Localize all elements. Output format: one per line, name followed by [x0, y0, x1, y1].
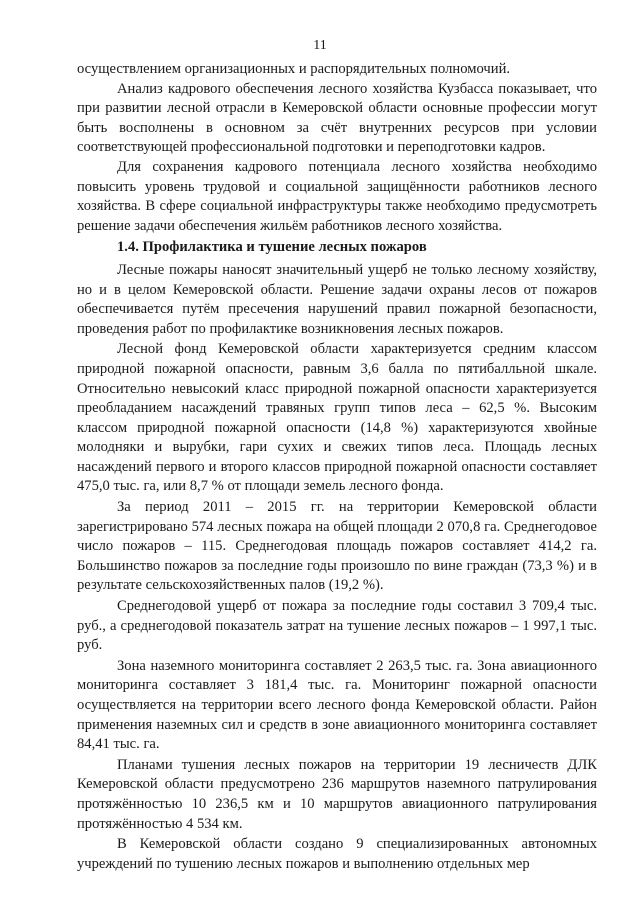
- paragraph-continuation: осуществлением организационных и распорядительных полномочий.: [77, 61, 511, 77]
- page-number: 11: [313, 38, 327, 53]
- paragraph: Для сохранения кадрового потенциала лесного хозяйства необходимо повысить уровень трудовой и социальной защищённости работников лесного хозяйства. В сфере социальной инфраструктуры также необходимо предусмотреть решение задачи обеспечения жильём работников лесного хозяйства.: [77, 158, 597, 234]
- paragraph: Среднегодовой ущерб от пожара за последние годы составил 3 709,4 тыс. руб., а среднегодовой показатель затрат на тушение лесных пожаров – 1 997,1 тыс. руб.: [77, 598, 597, 654]
- paragraph: Лесные пожары наносят значительный ущерб не только лесному хозяйству, но и в целом Кемеровской области. Решение задачи охраны лесов от пожаров обеспечивается путём пресечения нарушений правил пожарной безопасности, проведения работ по профилактике возникновения лесных пожаров.: [77, 261, 597, 337]
- paragraph: Анализ кадрового обеспечения лесного хозяйства Кузбасса показывает, что при развитии лесной отрасли в Кемеровской области основные профессии могут быть восполнены в основном за счёт внутренних ресурсов при условии соответствующей профессиональной подготовки и переподготовки кадров.: [77, 80, 597, 156]
- paragraph: Лесной фонд Кемеровской области характеризуется средним классом природной пожарной опасности, равным 3,6 балла по пятибалльной шкале. Относительно невысокий класс природной пожарной опасности характеризуется преобладанием насаждений травяных групп типов леса – 62,5 %. Высоким классом природной пожарной опасности (14,8 %) характеризуются хвойные молодняки и вырубки, гари сухих и свежих типов леса. Площадь лесных насаждений первого и второго классов природной пожарной опасности составляет 475,0 тыс. га, или 8,7 % от площади земель лесного фонда.: [77, 341, 597, 495]
- paragraph: За период 2011 – 2015 гг. на территории Кемеровской области зарегистрировано 574 лесных пожара на общей площади 2 070,8 га. Среднегодовое число пожаров – 115. Среднегодовая площадь пожаров составляет 414,2 га. Большинство пожаров за последние годы произошло по вине граждан (73,3 %) и в результате сельскохозяйственных палов (19,2 %).: [77, 499, 597, 594]
- paragraph: Планами тушения лесных пожаров на территории 19 лесничеств ДЛК Кемеровской области предусмотрено 236 маршрутов наземного патрулирования протяжённостью 10 236,5 км и 10 маршрутов авиационного патрулирования протяжённостью 4 534 км.: [77, 756, 597, 832]
- section-heading: 1.4. Профилактика и тушение лесных пожаров: [117, 239, 427, 256]
- paragraph: В Кемеровской области создано 9 специализированных автономных учреждений по тушению лесных пожаров и выполнению отдельных мер: [77, 836, 597, 872]
- paragraph: Зона наземного мониторинга составляет 2 263,5 тыс. га. Зона авиационного мониторинга составляет 3 181,4 тыс. га. Мониторинг пожарной опасности осуществляется на территории всего лесного фонда Кемеровской области. Район применения наземных сил и средств в зоне авиационного мониторинга составляет 84,41 тыс. га.: [77, 657, 597, 753]
- page-body: [77, 60, 597, 874]
